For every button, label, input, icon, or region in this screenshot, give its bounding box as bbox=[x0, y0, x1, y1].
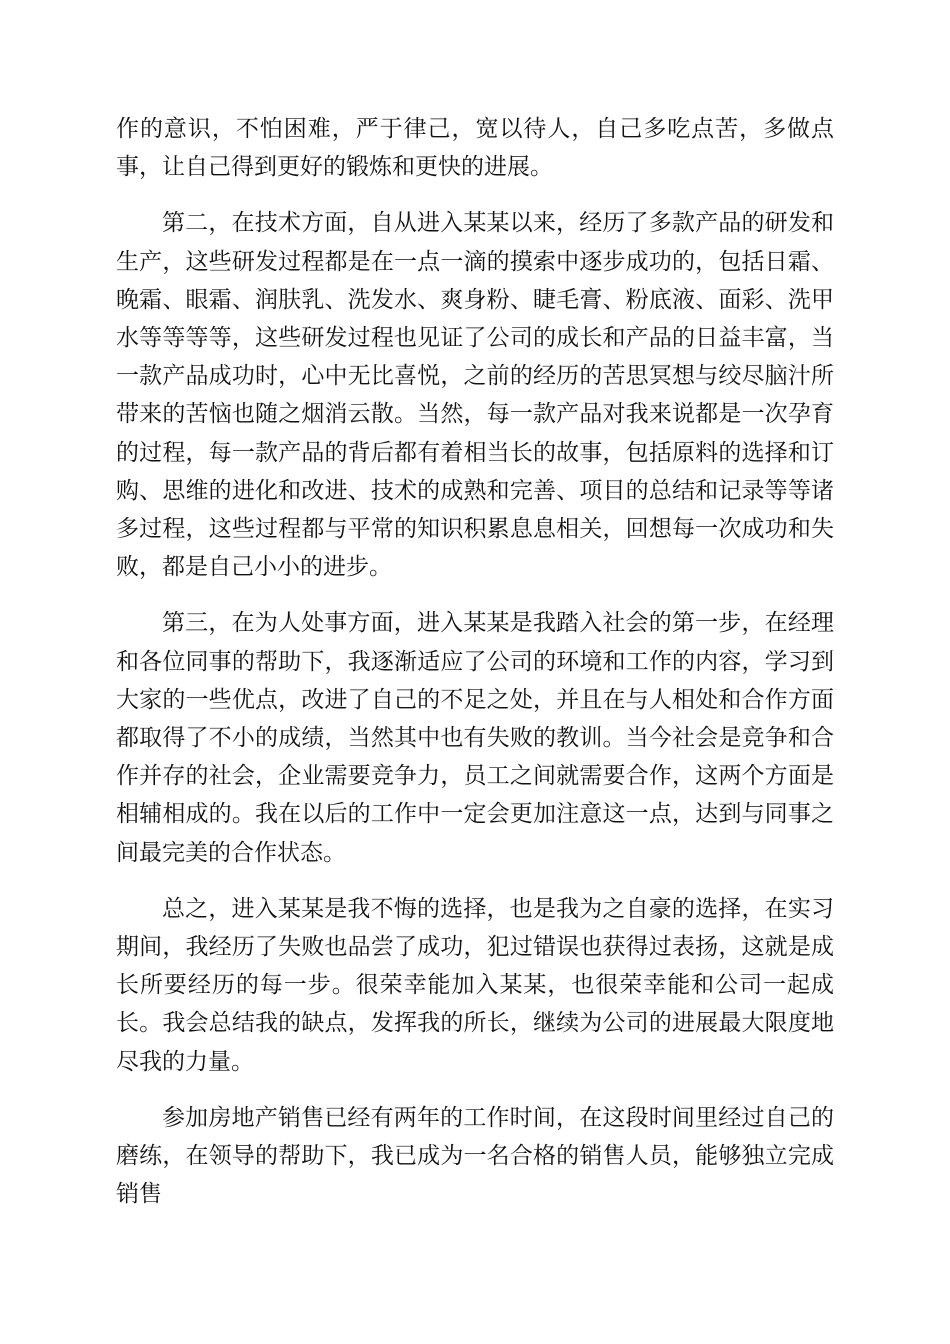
paragraph-technical: 第二，在技术方面，自从进入某某以来，经历了多款产品的研发和生产，这些研发过程都是在一点一滴的摸索中逐步成功的，包括日霜、晚霜、眼霜、润肤乳、洗发水、爽身粉、睫毛膏、粉底液、面彩、洗甲水等等等等，这些研发过程也见证了公司的成长和产品的日益丰富，当一款产品成功时，心中无比喜悦，之前的经历的苦思冥想与绞尽脑汁所带来的苦恼也随之烟消云散。当然，每一款产品对我来说都是一次孕育的过程，每一款产品的背后都有着相当长的故事，包括原料的选择和订购、思维的进化和改进、技术的成熟和完善、项目的总结和记录等等诸多过程，这些过程都与平常的知识积累息息相关，回想每一次成功和失败，都是自己小小的进步。 bbox=[116, 210, 834, 581]
paragraph-interpersonal: 第三，在为人处事方面，进入某某是我踏入社会的第一步，在经理和各位同事的帮助下，我逐渐适应了公司的环境和工作的内容，学习到大家的一些优点，改进了自己的不足之处，并且在与人相处和合作方面都取得了不小的成绩，当然其中也有失败的教训。当今社会是竞争和合作并存的社会，企业需要竞争力，员工之间就需要合作，这两个方面是相辅相成的。我在以后的工作中一定会更加注意这一点，达到与同事之间最完美的合作状态。 bbox=[116, 610, 834, 866]
paragraph-real-estate-sales: 参加房地产销售已经有两年的工作时间，在这段时间里经过自己的磨练，在领导的帮助下，我已成为一名合格的销售人员，能够独立完成销售 bbox=[116, 1104, 834, 1208]
paragraph-summary: 总之，进入某某是我不悔的选择，也是我为之自豪的选择，在实习期间，我经历了失败也品尝了成功，犯过错误也获得过表扬，这就是成长所要经历的每一步。很荣幸能加入某某，也很荣幸能和公司一起成长。我会总结我的缺点，发挥我的所长，继续为公司的进展最大限度地尽我的力量。 bbox=[116, 895, 834, 1075]
paragraph-continuation: 作的意识，不怕困难，严于律己，宽以待人，自己多吃点苦，多做点事，让自己得到更好的锻炼和更快的进展。 bbox=[116, 116, 834, 181]
document-body bbox=[116, 110, 834, 1231]
